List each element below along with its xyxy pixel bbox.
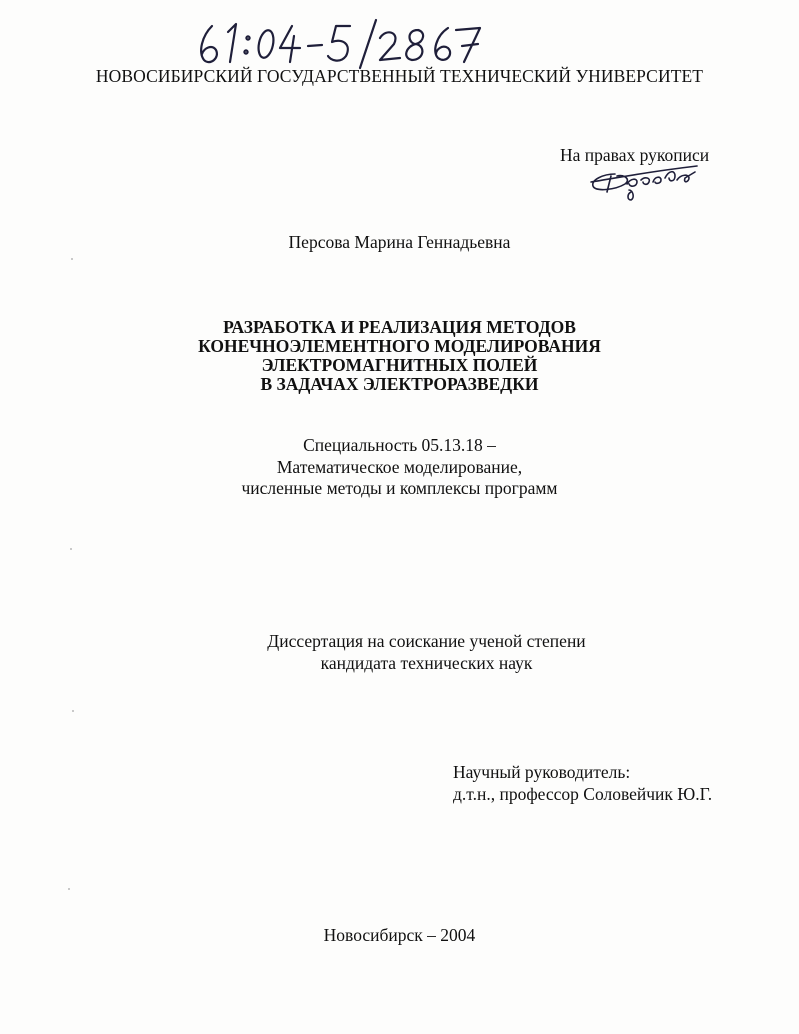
title-line: РАЗРАБОТКА И РЕАЛИЗАЦИЯ МЕТОДОВ [223,317,576,337]
specialty-block [0,435,799,500]
registry-number-handwritten [190,14,490,72]
title-line: ЭЛЕКТРОМАГНИТНЫХ ПОЛЕЙ [261,355,538,375]
degree-line: кандидата технических наук [320,653,533,673]
supervisor-label: Научный руководитель: [453,762,631,782]
title-line: В ЗАДАЧАХ ЭЛЕКТРОРАЗВЕДКИ [260,374,539,394]
specialty-line: Специальность 05.13.18 – [303,435,496,455]
specialty-line: Математическое моделирование, [276,456,523,477]
manuscript-rights-note: На правах рукописи [560,145,710,165]
specialty-line: численные методы и комплексы программ [241,478,558,498]
dissertation-title [0,318,799,394]
degree-line: Диссертация на соискание ученой степени [267,631,586,651]
scan-speck [71,258,73,260]
dissertation-degree-block [0,630,799,674]
university-name: НОВОСИБИРСКИЙ ГОСУДАРСТВЕННЫЙ ТЕХНИЧЕСКИЙ УНИВЕРСИТЕТ [95,66,704,86]
supervisor-name: д.т.н., профессор Соловейчик Ю.Г. [453,784,713,804]
scan-speck [68,888,70,890]
author-signature [585,160,705,205]
city-year: Новосибирск – 2004 [323,925,476,945]
title-line: КОНЕЧНОЭЛЕМЕНТНОГО МОДЕЛИРОВАНИЯ [198,336,601,356]
scan-speck [72,710,74,712]
author-name: Персова Марина Геннадьевна [288,232,511,252]
supervisor-block [453,761,712,805]
scan-speck [70,548,72,550]
